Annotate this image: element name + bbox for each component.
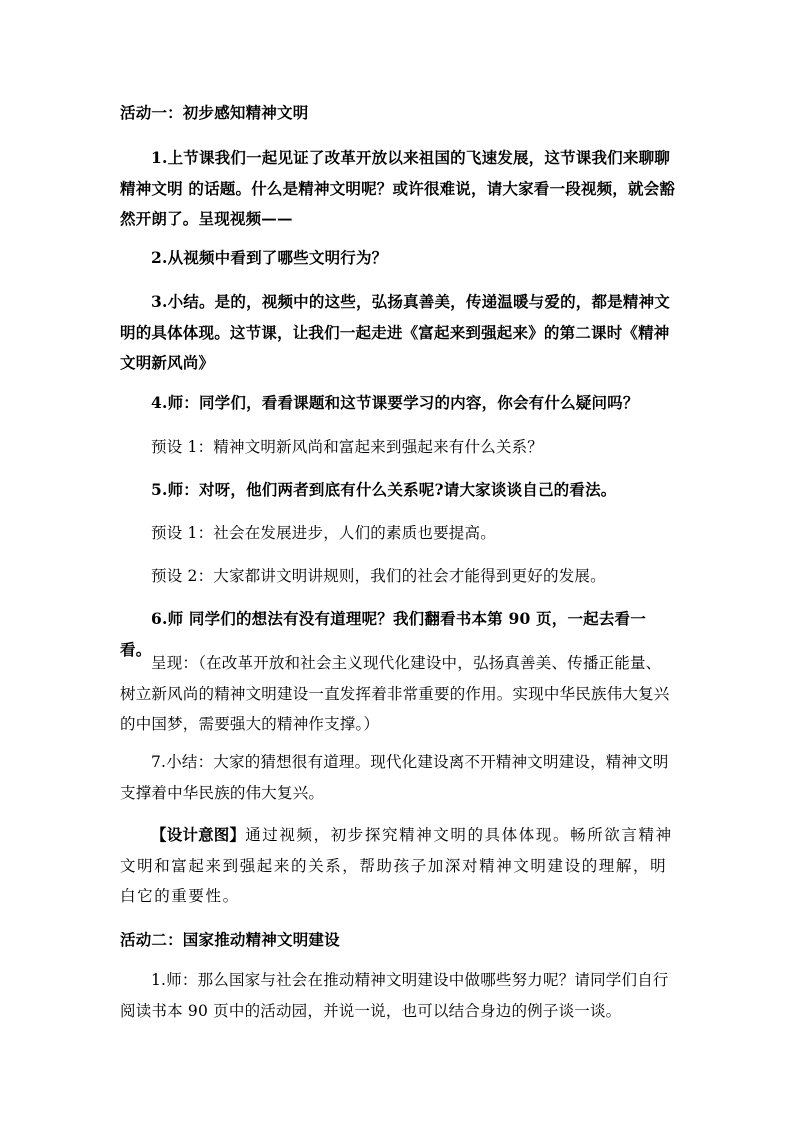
design-intent-label: 【设计意图】 <box>151 825 246 844</box>
activity1-heading: 活动一：初步感知精神文明 <box>120 103 309 122</box>
activity1-step4: 4.师：同学们，看看课题和这节课要学习的内容，你会有什么疑问吗？ <box>151 393 639 412</box>
activity1-step6: 6.师 同学们的想法有没有道理呢？我们翻看书本第 90 页，一起去看一看。 <box>120 609 646 659</box>
activity1-step5: 5.师：对呀，他们两者到底有什么关系呢?请大家谈谈自己的看法。 <box>151 480 617 499</box>
activity1-step2: 2.从视频中看到了哪些文明行为？ <box>151 248 388 267</box>
activity1-step7: 7.小结：大家的猜想很有道理。现代化建设离不开精神文明建设，精神文明支撑着中华民族的伟大复兴。 <box>120 753 669 802</box>
design-intent-text: 通过视频，初步探究精神文明的具体体现。畅所欲言精神文明和富起来到强起来的关系，帮助孩子加深对精神文明建设的理解，明白它的重要性。 <box>120 826 673 905</box>
activity2-heading: 活动二：国家推动精神文明建设 <box>120 930 340 949</box>
activity1-step4-preset: 预设 1：精神文明新风尚和富起来到强起来有什么关系？ <box>151 438 543 456</box>
design-intent <box>120 820 676 912</box>
activity1-step3: 3.小结。是的，视频中的这些，弘扬真善美，传递温暖与爱的，都是精神文明的具体体现。这节课，让我们一起走进《富起来到强起来》的第二课时《精神文明新风尚》 <box>120 292 670 372</box>
activity2-step1: 1.师：那么国家与社会在推动精神文明建设中做哪些努力呢？请同学们自行阅读书本 90 页中的活动园，并说一说，也可以结合身边的例子谈一谈。 <box>120 971 669 1020</box>
activity1-step1: 1.上节课我们一起见证了改革开放以来祖国的飞速发展，这节课我们来聊聊精神文明 的话题。什么是精神文明呢？或许很难说，请大家看一段视频，就会豁然开朗了。呈现视频—— <box>120 148 676 228</box>
activity1-step5-preset1: 预设 1：社会在发展进步，人们的素质也要提高。 <box>151 524 496 542</box>
activity1-step6-present: 呈现：（在改革开放和社会主义现代化建设中，弘扬真善美、传播正能量、树立新风尚的精神文明建设一直发挥着非常重要的作用。实现中华民族伟大复兴的中国梦，需要强大的精神作支撑。） <box>120 654 670 733</box>
activity1-step5-preset2: 预设 2：大家都讲文明讲规则，我们的社会才能得到更好的发展。 <box>151 567 606 585</box>
